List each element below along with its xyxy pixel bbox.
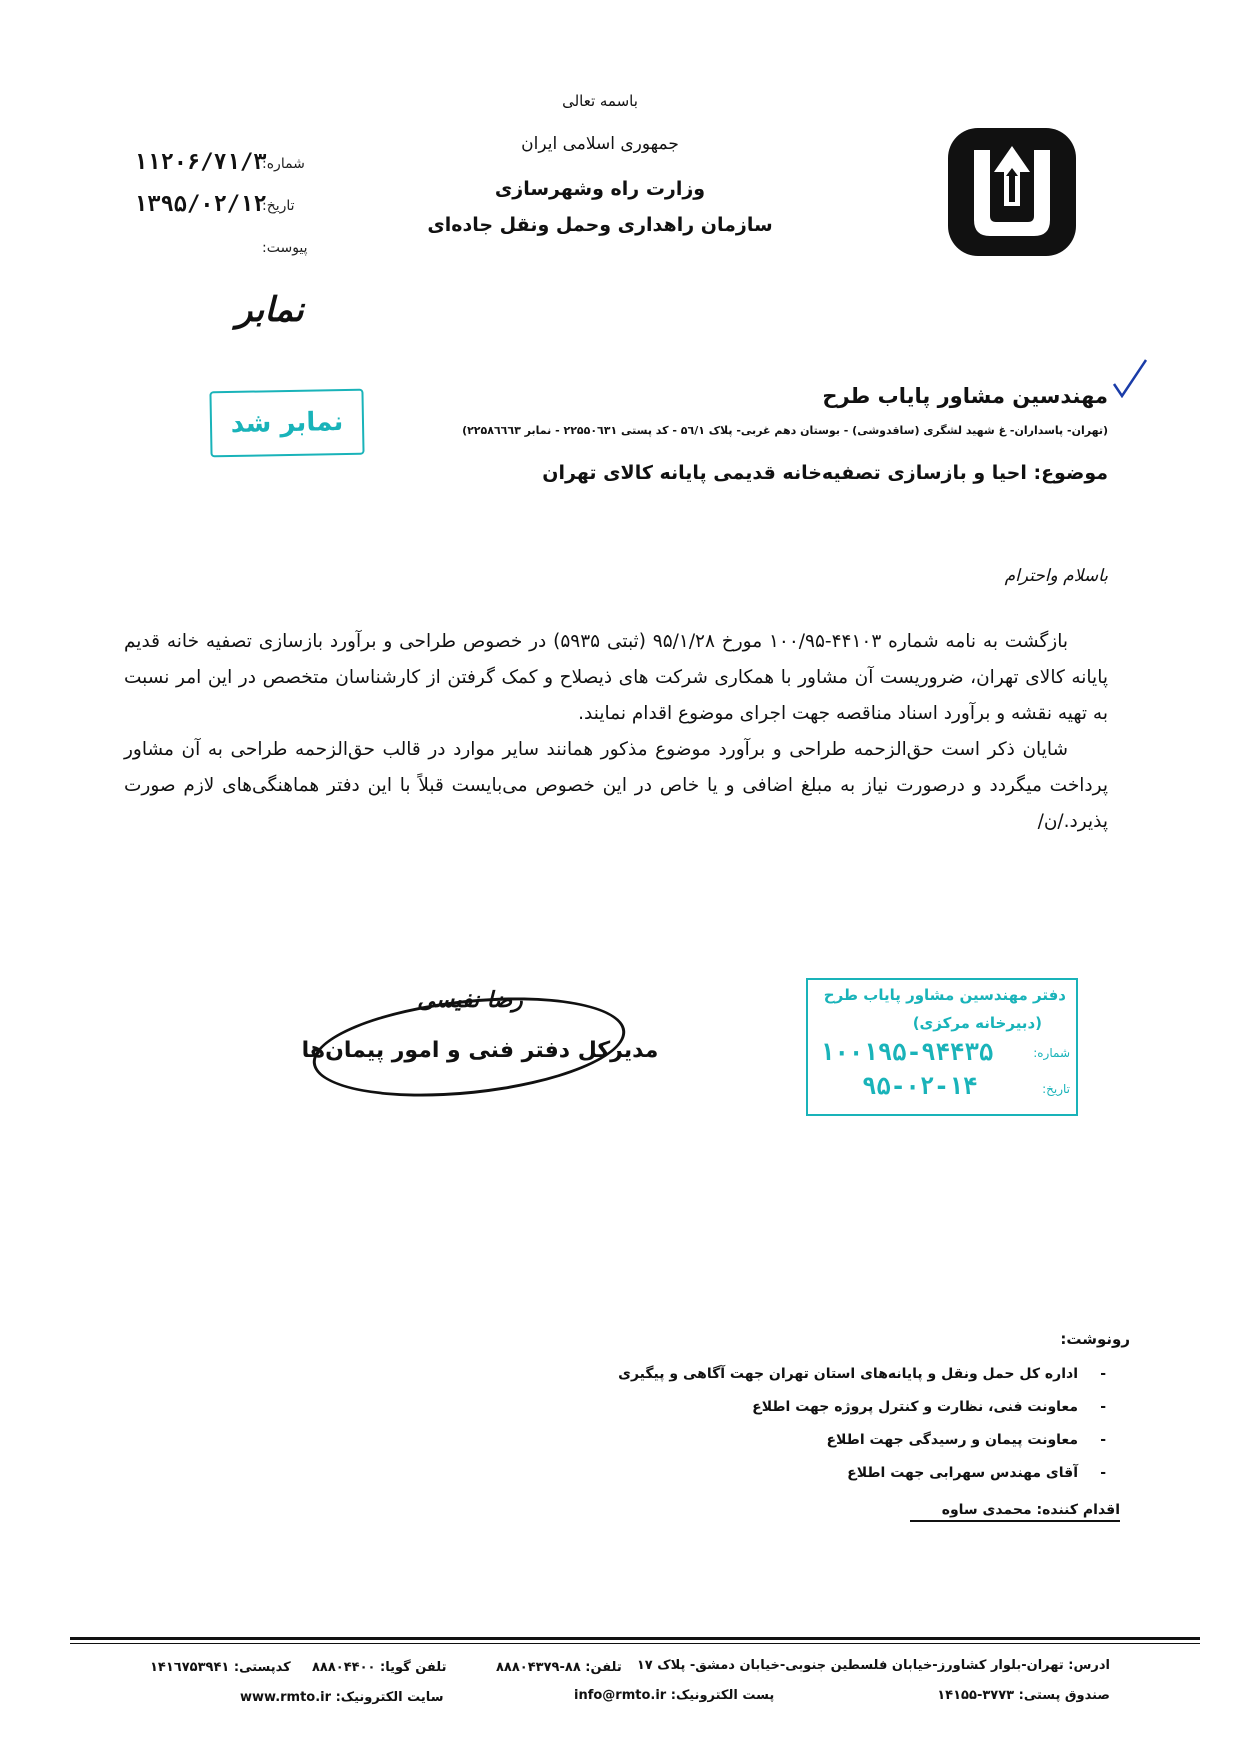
handwritten-fax-note: نمابر bbox=[236, 290, 304, 330]
recipient-name: مهندسین مشاور پایاب طرح bbox=[822, 384, 1108, 408]
ministry-name: وزارت راه وشهرسازی bbox=[494, 178, 706, 200]
date-label: تاریخ: bbox=[262, 198, 295, 214]
copies-list bbox=[560, 1366, 1120, 1498]
footer-postal-code: کدپستی: ۱۴۱٦۷۵۳۹۴۱ bbox=[150, 1660, 291, 1675]
action-by: اقدام کننده: محمدی ساوه bbox=[910, 1502, 1120, 1522]
footer-address: ادرس: تهران-بلوار کشاورز-خیابان فلسطین جنوبی-خیابان دمشق- پلاک ۱۷ bbox=[636, 1658, 1110, 1673]
number-label: شماره: bbox=[262, 156, 305, 172]
copy-recipient: - آقای مهندس سهرابی جهت اطلاع bbox=[847, 1465, 1106, 1481]
rmto-logo-icon bbox=[948, 128, 1076, 256]
stamp-number-label: شماره: bbox=[1033, 1046, 1070, 1060]
body-paragraph: شایان ذکر است حق‌الزحمه طراحی و برآورد موضوع مذکور همانند سایر موارد در قالب حق‌الزحمه طراحی به آن مشاور پرداخت میگردد و درصورت نیاز به مبلغ اضافی و یا خاص در این خصوص می‌بایست قبلاً با این دفتر هماهنگی‌های لازم صورت پذیرد./ن/ bbox=[124, 739, 1108, 833]
signer-name: رضا نفیسی bbox=[417, 988, 523, 1013]
footer-auto-phone: تلفن گویا: ۸۸۸۰۴۴۰۰ bbox=[312, 1660, 447, 1675]
footer-divider bbox=[70, 1643, 1200, 1644]
stamp-date-label: تاریخ: bbox=[1042, 1082, 1070, 1096]
letter-number: ۱۱۲۰۶/۷۱/۳ bbox=[134, 150, 267, 175]
footer-website: سایت الکترونیک: www.rmto.ir bbox=[240, 1690, 444, 1705]
letter-date: ۱۳۹۵/۰۲/۱۲ bbox=[134, 192, 267, 217]
letter-body bbox=[124, 624, 1108, 840]
basmala: باسمه تعالی bbox=[562, 92, 638, 110]
greeting: باسلام واحترام bbox=[1004, 566, 1108, 586]
copy-recipient: - اداره کل حمل ونقل و پایانه‌های استان تهران جهت آگاهی و پیگیری bbox=[618, 1366, 1106, 1382]
footer-phone: تلفن: ۸۸-۸۸۸۰۴۳۷۹ bbox=[496, 1660, 622, 1675]
stamp-secretariat: (دبیرخانه مرکزی) bbox=[912, 1014, 1042, 1032]
copy-recipient: - معاونت فنی، نظارت و کنترل پروژه جهت اطلاع bbox=[752, 1399, 1106, 1415]
copy-recipient: - معاونت پیمان و رسیدگی جهت اطلاع bbox=[826, 1432, 1106, 1448]
body-paragraph: بازگشت به نامه شماره ۴۴۱۰۳-۱۰۰/۹۵ مورخ ۹۵/۱/۲۸ (ثبتی ۵۹۳۵) در خصوص طراحی و برآورد بازسازی تصفیه خانه قدیم پایانه کالای تهران، ضروریست آن مشاور با همکاری شرکت های ذیصلاح و کمک گرفتن از کارشناسان متخصص در این امر نسبت به تهیه نقشه و برآورد اسناد مناقصه جهت اجرای موضوع اقدام نمایند. bbox=[124, 631, 1108, 725]
stamp-number: ۱۰۰۱۹۵-۹۴۴۳۵ bbox=[820, 1038, 994, 1066]
check-mark-icon bbox=[1112, 358, 1148, 398]
organization-name: سازمان راهداری وحمل ونقل جاده‌ای bbox=[427, 214, 773, 236]
letter-subject: موضوع: احیا و بازسازی تصفیه‌خانه قدیمی پایانه کالای تهران bbox=[542, 462, 1108, 484]
copies-title: رونوشت: bbox=[1060, 1330, 1130, 1348]
stamp-date: ۹۵-۰۲-۱۴ bbox=[862, 1072, 978, 1100]
signer-title: مدیرکل دفتر فنی و امور پیمان‌ها bbox=[301, 1038, 659, 1063]
footer-email: پست الکترونیک: info@rmto.ir bbox=[574, 1688, 775, 1703]
attachment-label: پیوست: bbox=[262, 240, 308, 256]
footer-po-box: صندوق پستی: ۳۷۷۳-۱۴۱۵۵ bbox=[937, 1688, 1110, 1703]
footer-divider bbox=[70, 1637, 1200, 1640]
republic-name: جمهوری اسلامی ایران bbox=[521, 134, 679, 154]
recipient-address: (تهران- پاسداران- غ شهید لشگری (ساقدوشی) - بوستان دهم غربی- پلاک ۵٦/۱ - کد پستی ۲۲۵۵۰٦۳۱ - نمابر ۲۲۵۸٦٦٦۳) bbox=[462, 424, 1108, 437]
incoming-registration-stamp bbox=[806, 978, 1078, 1116]
stamp-office: دفتر مهندسین مشاور پایاب طرح bbox=[823, 986, 1066, 1004]
faxed-stamp: نمابر شد bbox=[209, 389, 364, 458]
